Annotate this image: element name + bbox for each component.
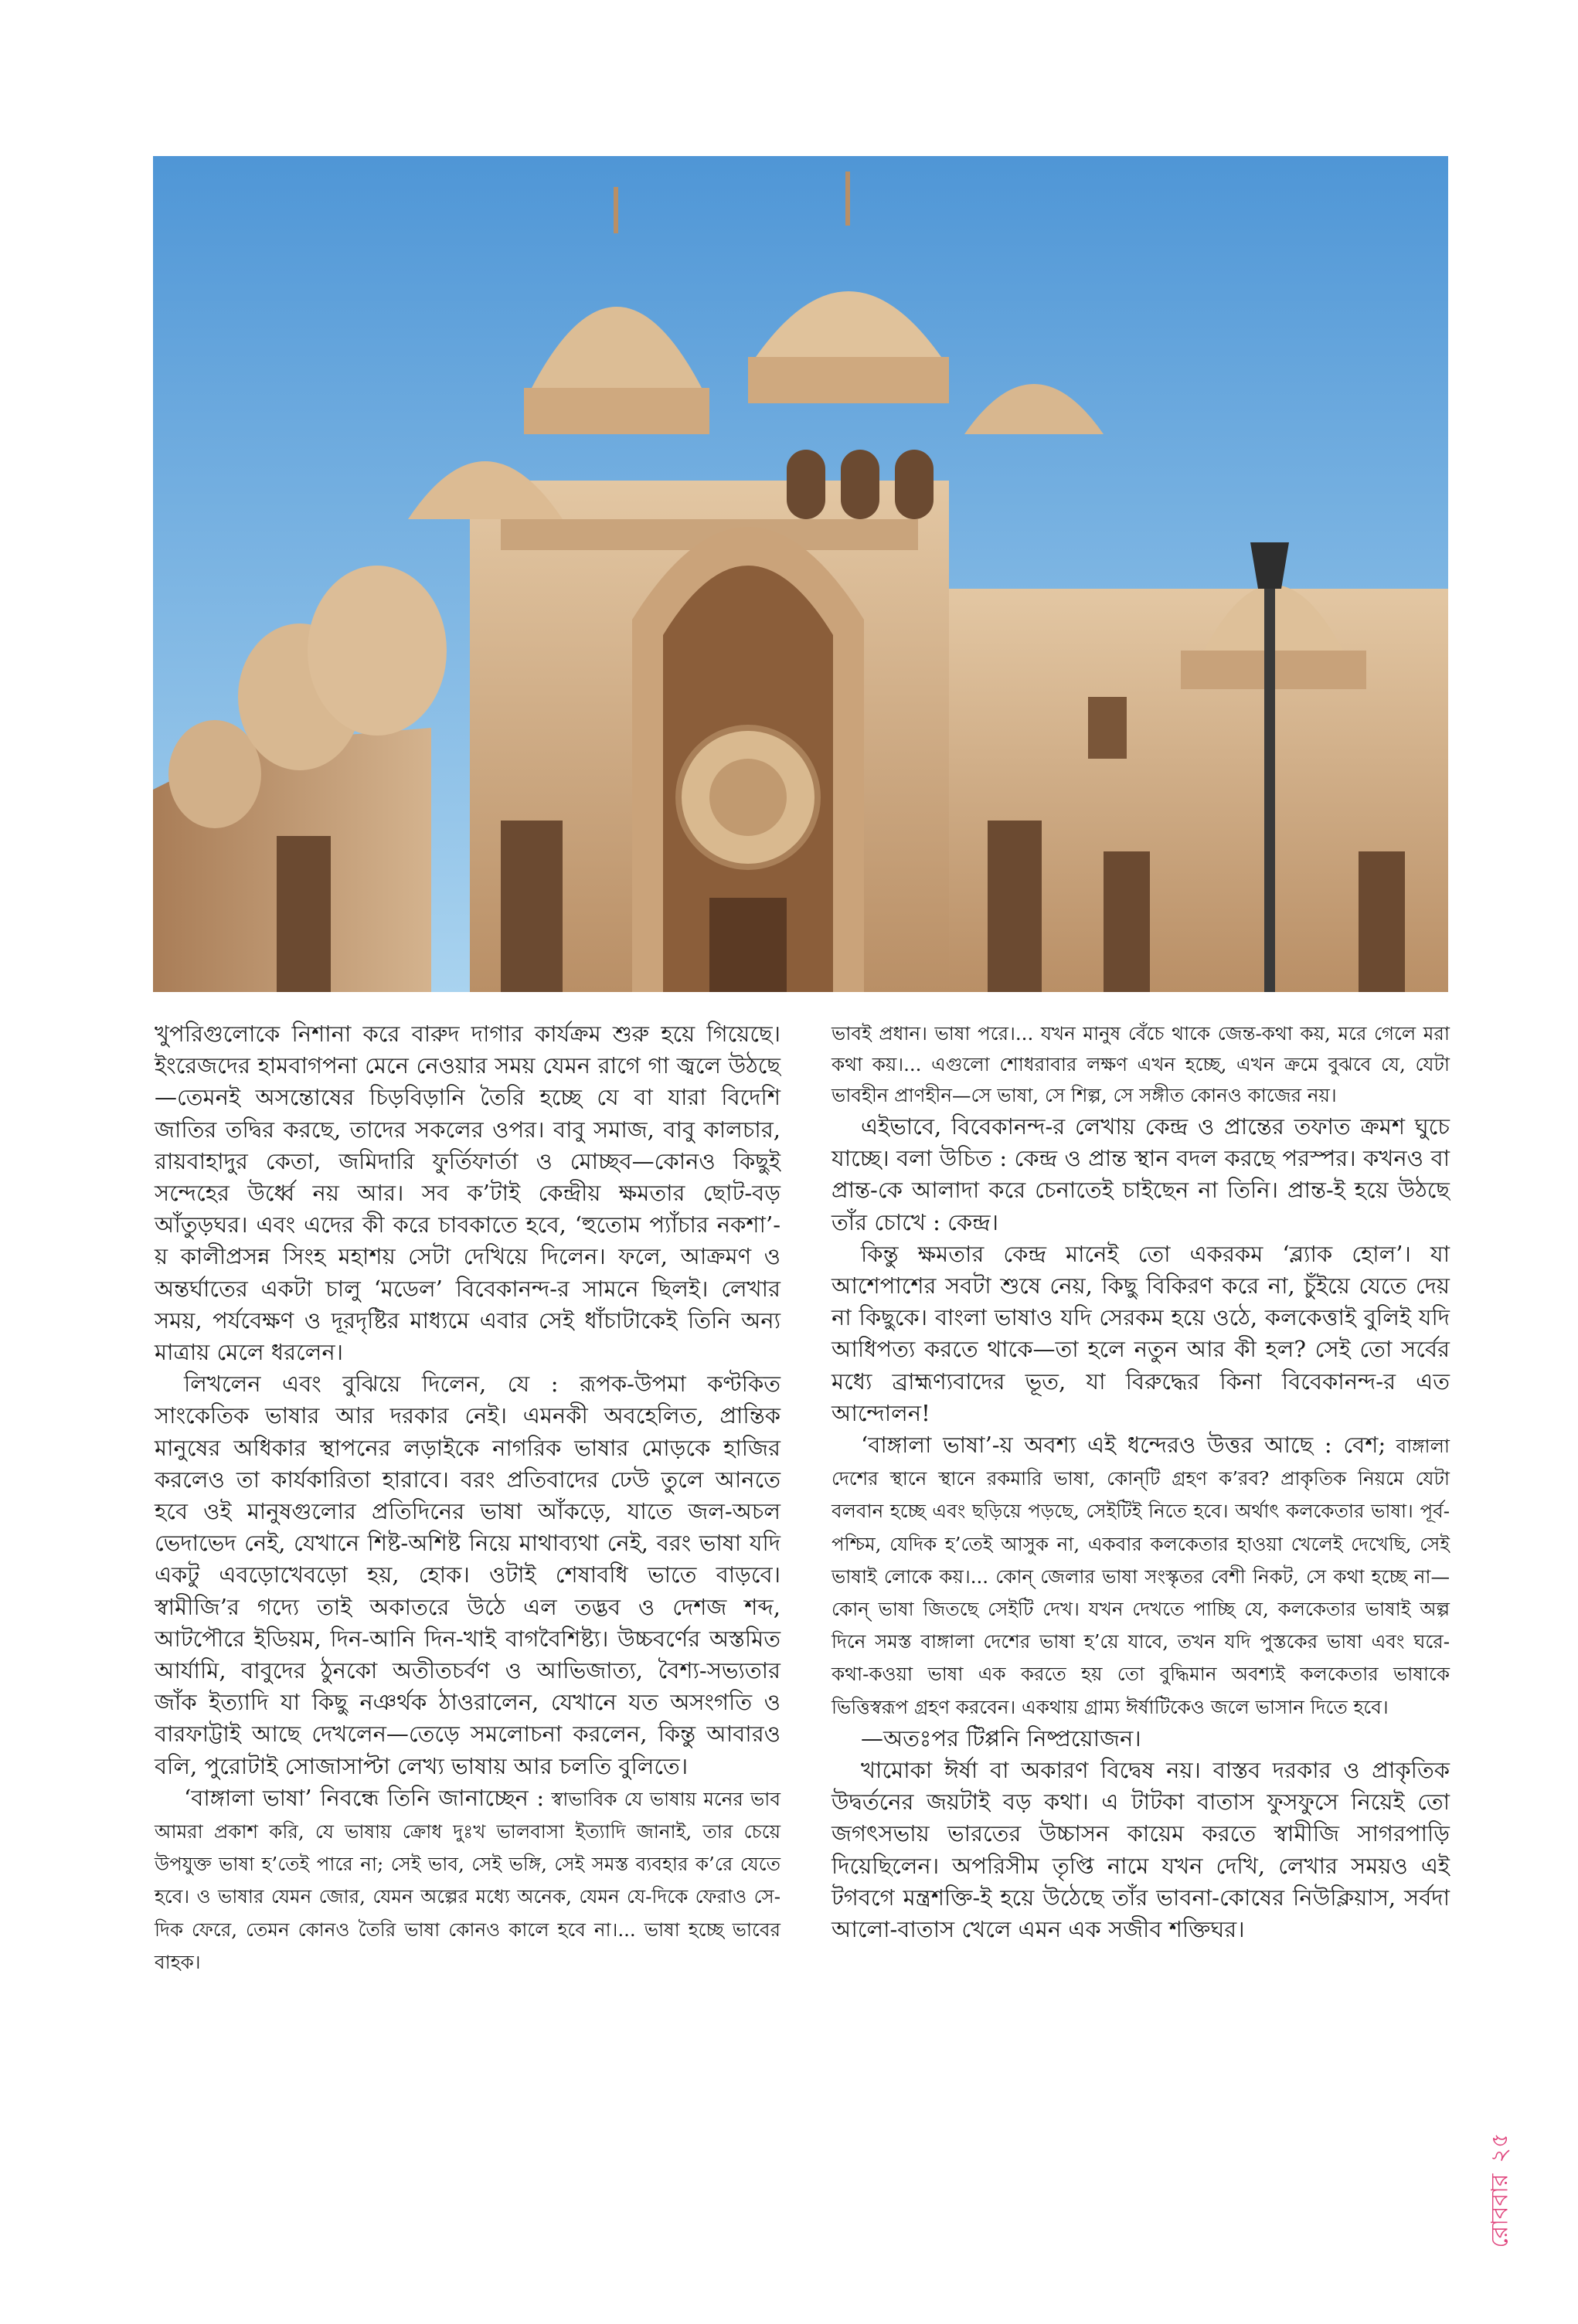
left-paragraph-3-lead: ‘বাঙ্গালা ভাষা’ নিবন্ধে তিনি জানাচ্ছেন :	[184, 1784, 545, 1811]
page-footer	[1478, 2132, 1524, 2248]
right-quote-continuation: ভাবই প্রধান। ভাষা পরে।... যখন মানুষ বেঁচে থাকে জেন্ত-কথা কয়, মরে গেলে মরা কথা কয়।... এগুলো শোধরাবার লক্ষণ এখন হচ্ছে, এখন ক্রমে বুঝবে যে, যেটা ভাবহীন প্রাণহীন—সে ভাষা, সে শিল্প, সে সঙ্গীত কোনও কাজের নয়।	[832, 1022, 1450, 1106]
right-paragraph-3-lead: ‘বাঙ্গালা ভাষা’-য় অবশ্য এই ধন্দেরও উত্তর আছে : বেশ;	[861, 1432, 1386, 1459]
bangala-bhasha-quote-2: বাঙ্গালা দেশের স্থানে স্থানে রকমারি ভাষা, কোন্‌টি গ্রহণ ক’রব? প্রাকৃতিক নিয়মে যেটা বলবান হচ্ছে এবং ছড়িয়ে পড়ছে, সেইটিই নিতে হবে। অর্থাৎ কলকেতার ভাষা। পূর্ব-পশ্চিম, যেদিক হ’তেই আসুক না, একবার কলকেতার হাওয়া খেলেই দেখেছি, সেই ভাষাই লোকে কয়।... কোন্ জেলার ভাষা সংস্কৃতর বেশী নিকট, সে কথা হচ্ছে না—কোন্ ভাষা জিতছে সেইটি দেখ। যখন দেখতে পাচ্ছি যে, কলকেতার ভাষাই অল্প দিনে সমস্ত বাঙ্গালা দেশের ভাষা হ’য়ে যাবে, তখন যদি পুস্তকের ভাষা এবং ঘরে-কথা-কওয়া ভাষা এক করতে হয় তো বুদ্ধিমান অবশ্যই কলকেতার ভাষাকে ভিত্তিস্বরূপ গ্রহণ করবেন। একথায় গ্রাম্য ঈর্ষাটিকেও জলে ভাসান দিতে হবে।	[832, 1435, 1450, 1718]
left-paragraph-3	[155, 1782, 780, 1978]
right-paragraph-3	[832, 1429, 1450, 1723]
right-paragraph-4: —অতঃপর টিপ্পনি নিষ্প্রয়োজন।	[861, 1724, 1141, 1751]
page-number: ২৫	[1486, 2132, 1514, 2163]
temple-illustration	[153, 156, 1448, 992]
footer-rotated	[1481, 2133, 1521, 2248]
right-paragraph-5: খামোকা ঈর্ষা বা অকারণ বিদ্বেষ নয়। বাস্তব দরকার ও প্রাকৃতিক উদ্বর্তনের জয়টাই বড় কথা। এ টাটকা বাতাস ফুসফুসে নিয়েই তো জগৎসভায় ভারতের উচ্চাসন কায়েম করতে স্বামীজি সাগরপাড়ি দিয়েছিলেন। অপরিসীম তৃপ্তি নামে যখন দেখি, লেখার সময়ও এই টগবগে মন্ত্রশক্তি-ই হয়ে উঠেছে তাঁর ভাবনা-কোষের নিউক্লিয়াস, সর্বদা আলো-বাতাস খেলে এমন এক সজীব শক্তিঘর।	[832, 1757, 1450, 1943]
right-paragraph-2: কিন্তু ক্ষমতার কেন্দ্র মানেই তো একরকম ‘ব্ল্যাক হোল’। যা আশেপাশের সবটা শুষে নেয়, কিছু বিকিরণ করে না, চুঁইয়ে যেতে দেয় না কিছুকে। বাংলা ভাষাও যদি সেরকম হয়ে ওঠে, কলকেত্তাই বুলিই যদি আধিপত্য করতে থাকে—তা হলে নতুন আর কী হল? সেই তো সর্বের মধ্যে ব্রাহ্মণ্যবাদের ভূত, যা বিরুদ্ধের কিনা বিবেকানন্দ-র এত আন্দোলন!	[832, 1240, 1450, 1426]
left-text-column	[155, 1018, 780, 2293]
magazine-name: রোববার	[1486, 2173, 1514, 2248]
right-paragraph-1: এইভাবে, বিবেকানন্দ-র লেখায় কেন্দ্র ও প্রান্তের তফাত ক্রমশ ঘুচে যাচ্ছে। বলা উচিত : কেন্দ্র ও প্রান্ত স্থান বদল করছে পরস্পর। কখনও বা প্রান্ত-কে আলাদা করে চেনাতেই চাইছেন না তিনি। প্রান্ত-ই হয়ে উঠছে তাঁর চোখে : কেন্দ্র।	[832, 1113, 1450, 1235]
bangala-bhasha-quote-1: স্বাভাবিক যে ভাষায় মনের ভাব আমরা প্রকাশ করি, যে ভাষায় ক্রোধ দুঃখ ভালবাসা ইত্যাদি জানাই, তার চেয়ে উপযুক্ত ভাষা হ’তেই পারে না; সেই ভাব, সেই ভঙ্গি, সেই সমস্ত ব্যবহার ক’রে যেতে হবে। ও ভাষার যেমন জোর, যেমন অল্পের মধ্যে অনেক, যেমন যে-দিকে ফেরাও সে-দিক ফেরে, তেমন কোনও তৈরি ভাষা কোনও কালে হবে না।... ভাষা হচ্ছে ভাবের বাহক।	[155, 1787, 780, 1973]
belur-math-photo	[153, 156, 1448, 992]
left-paragraph-2: লিখলেন এবং বুঝিয়ে দিলেন, যে : রূপক-উপমা কণ্টকিত সাংকেতিক ভাষার আর দরকার নেই। এমনকী অবহেলিত, প্রান্তিক মানুষের অধিকার স্থাপনের লড়াইকে নাগরিক ভাষার মোড়কে হাজির করলেও তা কার্যকারিতা হারাবে। বরং প্রতিবাদের ঢেউ তুলে আনতে হবে ওই মানুষগুলোর প্রতিদিনের ভাষা আঁকড়ে, যাতে জল-অচল ভেদাভেদ নেই, যেখানে শিষ্ট-অশিষ্ট নিয়ে মাথাব্যথা নেই, বরং ভাষা যদি একটু এবড়োখেবড়ো হয়, হোক। ওটাই শেষাবধি ভাতে বাড়বে। স্বামীজি’র গদ্যে তাই অকাতরে উঠে এল তদ্ভব ও দেশজ শব্দ, আটপৌরে ইডিয়ম, দিন-আনি দিন-খাই বাগবৈশিষ্ট্য। উচ্চবর্ণের অস্তমিত আর্যামি, বাবুদের ঠুনকো অতীতচর্বণ ও আভিজাত্য, বৈশ্য-সভ্যতার জাঁক ইত্যাদি যা কিছু নঞর্থক ঠাওরালেন, যেখানে যত অসংগতি ও বারফাট্টাই আছে দেখলেন—তেড়ে সমলোচনা করলেন, কিন্তু আবারও বলি, পুরোটাই সোজাসাপ্টা লেখ্য ভাষায় আর চলতি বুলিতে।	[155, 1371, 780, 1779]
right-text-column	[832, 1018, 1450, 2293]
left-paragraph-1: খুপরিগুলোকে নিশানা করে বারুদ দাগার কার্যক্রম শুরু হয়ে গিয়েছে। ইংরেজদের হামবাগপনা মেনে নেওয়ার সময় যেমন রাগে গা জ্বলে উঠছে—তেমনই অসন্তোষের চিড়বিড়ানি তৈরি হচ্ছে যে বা যারা বিদেশি জাতির তদ্বির করছে, তাদের সকলের ওপর। বাবু সমাজ, বাবু কালচার, রায়বাহাদুর কেতা, জমিদারি ফুর্তিফার্তা ও মোচ্ছব—কোনও কিছুই সন্দেহের উর্ধ্বে নয় আর। সব ক’টাই কেন্দ্রীয় ক্ষমতার ছোট-বড় আঁতুড়ঘর। এবং এদের কী করে চাবকাতে হবে, ‘হুতোম প্যাঁচার নকশা’-য় কালীপ্রসন্ন সিংহ মহাশয় সেটা দেখিয়ে দিলেন। ফলে, আক্রমণ ও অন্তর্ঘাতের একটা চালু ‘মডেল’ বিবেকানন্দ-র সামনে ছিলই। লেখার সময়, পর্যবেক্ষণ ও দূরদৃষ্টির মাধ্যমে এবার সেই ধাঁচাটাকেই তিনি অন্য মাত্রায় মেলে ধরলেন।	[155, 1021, 780, 1366]
